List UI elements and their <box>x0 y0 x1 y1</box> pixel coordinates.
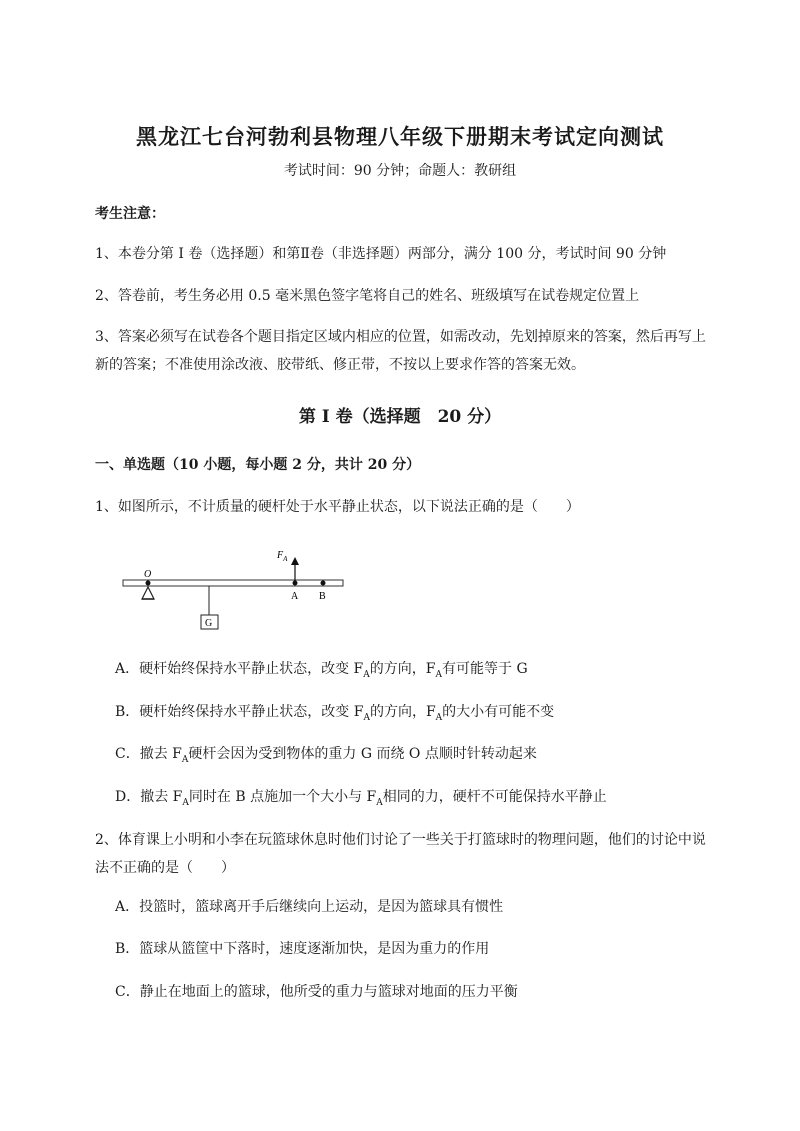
point-b <box>321 581 326 586</box>
notice-item-1: 1、本卷分第 I 卷（选择题）和第Ⅱ卷（非选择题）两部分，满分 100 分，考试时间 90 分钟 <box>95 246 667 262</box>
lever-bar <box>123 580 343 586</box>
exam-info: 考试时间：90 分钟；命题人：教研组 <box>283 163 517 179</box>
question-1-option-a: A．硬杆始终保持水平静止状态，改变 $F_A$的方向，$F_A$有可能等于 G <box>115 661 528 680</box>
label-o: O <box>144 569 152 580</box>
label-b: B <box>319 591 326 602</box>
section-title: 第 I 卷（选择题 20 分） <box>298 407 502 427</box>
svg-text:FA <box>276 550 288 563</box>
label-a: A <box>291 591 299 602</box>
label-fa: F <box>277 550 284 561</box>
pivot-point <box>146 581 151 586</box>
notice-heading: 考生注意： <box>95 206 165 222</box>
fulcrum-icon <box>142 587 154 599</box>
lever-diagram <box>115 545 350 630</box>
question-2-option-c: C．静止在地面上的篮球，他所受的重力与篮球对地面的压力平衡 <box>115 984 518 1000</box>
notice-item-3: 3、答案必须写在试卷各个题目指定区域内相应的位置，如需改动，先划掉原来的答案，然后再写上新的答案；不准使用涂改液、胶带纸、修正带，不按以上要求作答的答案无效。 <box>95 329 706 373</box>
force-arrowhead-icon <box>291 557 299 565</box>
point-a <box>293 581 298 586</box>
question-1-option-c: C．撤去 $F_A$硬杆会因为受到物体的重力 G 而绕 O 点顺时针转动起来 <box>115 746 537 765</box>
question-2-option-a: A．投篮时，篮球离开手后继续向上运动，是因为篮球具有惯性 <box>115 899 504 915</box>
question-2-option-b: B．篮球从篮筐中下落时，速度逐渐加快，是因为重力的作用 <box>115 941 490 957</box>
page-title: 黑龙江七台河勃利县物理八年级下册期末考试定向测试 <box>136 124 664 149</box>
question-1-option-d: D．撤去 $F_A$同时在 B 点施加一个大小与 $F_A$相同的力，硬杆不可能保持水平静止 <box>115 789 607 808</box>
label-g: G <box>205 618 213 629</box>
question-1-option-b: B．硬杆始终保持水平静止状态，改变 $F_A$的方向，$F_A$的大小有可能不变 <box>115 704 555 723</box>
label-fa-sub: A <box>283 555 288 563</box>
notice-item-2: 2、答卷前，考生务必用 0.5 毫米黑色签字笔将自己的姓名、班级填写在试卷规定位置上 <box>95 288 640 304</box>
question-2-stem: 2、体育课上小明和小李在玩篮球休息时他们讨论了一些关于打篮球时的物理问题，他们的讨论中说法不正确的是（ ） <box>95 832 706 876</box>
question-1-stem: 1、如图所示，不计质量的硬杆处于水平静止状态，以下说法正确的是（ ） <box>95 499 580 515</box>
part-heading: 一、单选题（10 小题，每小题 2 分，共计 20 分） <box>95 457 421 473</box>
